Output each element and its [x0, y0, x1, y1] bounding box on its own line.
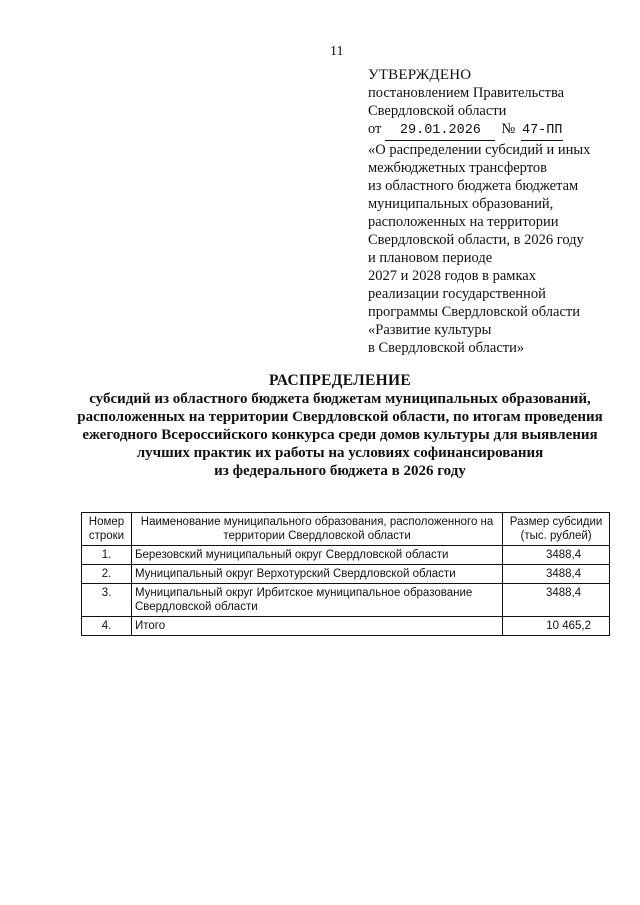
approval-stamp — [368, 66, 633, 357]
row-amount: 3488,4 — [503, 565, 610, 584]
approval-date-number-line — [368, 120, 633, 141]
subject-line: в Свердловской области» — [368, 340, 525, 356]
subject-line: расположенных на территории — [368, 214, 559, 230]
approval-line: Свердловской области — [368, 103, 507, 119]
subject-line: Свердловской области, в 2026 году — [368, 232, 584, 248]
number-value: 47-ПП — [521, 122, 563, 141]
row-number: 3. — [82, 584, 132, 617]
heading-line: субсидий из областного бюджета бюджетам муниципальных образований, — [89, 391, 591, 407]
row-amount: 3488,4 — [503, 546, 610, 565]
table-row — [82, 584, 610, 617]
table-row — [82, 565, 610, 584]
date-value: 29.01.2026 — [385, 122, 495, 141]
row-name: Березовский муниципальный округ Свердловской области — [131, 546, 502, 565]
document-heading — [20, 372, 640, 480]
header-number: Номер строки — [82, 513, 132, 546]
heading-line: ежегодного Всероссийского конкурса среди домов культуры для выявления — [82, 427, 598, 443]
subject-line: и плановом периоде — [368, 250, 493, 266]
row-amount: 3488,4 — [503, 584, 610, 617]
header-name: Наименование муниципального образования, расположенного на территории Свердловской области — [131, 513, 502, 546]
subject-line: реализации государственной — [368, 286, 546, 302]
subsidy-table — [81, 512, 610, 636]
date-prefix: от — [368, 121, 382, 137]
row-number: 4. — [82, 617, 132, 636]
approval-title: УТВЕРЖДЕНО — [368, 67, 472, 83]
subject-line: «О распределении субсидий и иных — [368, 142, 591, 158]
header-amount: Размер субсидии (тыс. рублей) — [503, 513, 610, 546]
row-number: 1. — [82, 546, 132, 565]
row-amount: 10 465,2 — [503, 617, 610, 636]
table-header-row — [82, 513, 610, 546]
subject-line: программы Свердловской области — [368, 304, 581, 320]
subject-line: муниципальных образований, — [368, 196, 554, 212]
approval-line: постановлением Правительства — [368, 85, 565, 101]
heading-title: РАСПРЕДЕЛЕНИЕ — [269, 372, 411, 389]
row-name: Итого — [131, 617, 502, 636]
page-number: 11 — [330, 44, 344, 59]
heading-line: лучших практик их работы на условиях софинансирования — [136, 445, 544, 461]
heading-line: расположенных на территории Свердловской области, по итогам проведения — [77, 409, 603, 425]
heading-line: из федерального бюджета в 2026 году — [214, 463, 466, 479]
subject-line: межбюджетных трансфертов — [368, 160, 547, 176]
table-row-total — [82, 617, 610, 636]
row-name: Муниципальный округ Ирбитское муниципальное образование Свердловской области — [131, 584, 502, 617]
number-prefix: № — [501, 121, 516, 137]
subject-line: «Развитие культуры — [368, 322, 492, 338]
row-number: 2. — [82, 565, 132, 584]
subject-line: 2027 и 2028 годов в рамках — [368, 268, 536, 284]
row-name: Муниципальный округ Верхотурский Свердловской области — [131, 565, 502, 584]
table-row — [82, 546, 610, 565]
subject-line: из областного бюджета бюджетам — [368, 178, 579, 194]
